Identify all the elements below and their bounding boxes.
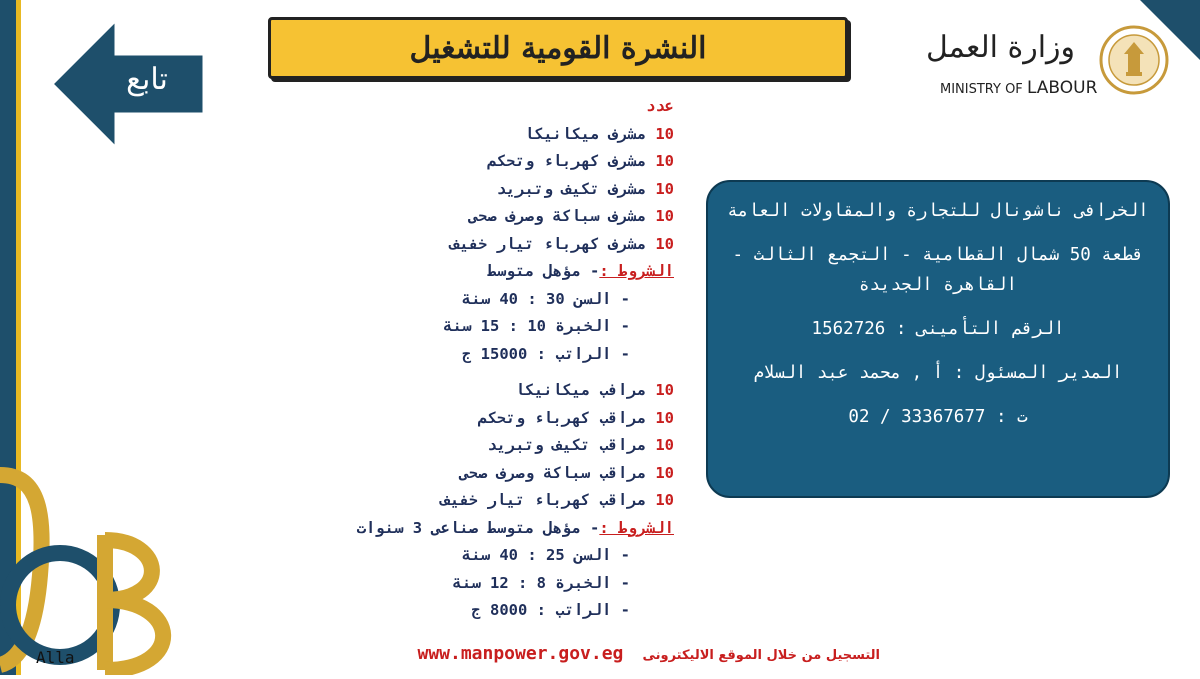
- list-item: 10 مراقب كهرباء وتحكم: [478, 408, 674, 427]
- ministry-name-english: MINISTRY OF LABOUR: [940, 78, 1098, 98]
- conditions-age: - السن 25 : 40 سنة: [462, 546, 630, 564]
- footer-text: التسجيل من خلال الموقع الاليكترونى: [642, 648, 880, 663]
- phone-number: ت : 33367677 / 02: [848, 407, 1028, 427]
- conditions-qualification: الشروط :- مؤهل متوسط: [487, 262, 674, 280]
- website-link[interactable]: www.manpower.gov.eg: [417, 643, 624, 664]
- author-signature: Alla: [36, 648, 75, 667]
- conditions-experience: - الخبرة 10 : 15 سنة: [443, 317, 630, 335]
- conditions-salary: - الراتب : 8000 ج: [471, 601, 630, 619]
- conditions-label: الشروط :: [599, 262, 674, 280]
- conditions-label: الشروط :: [599, 518, 674, 537]
- list-item: 10 مشرف ميكانيكا: [524, 124, 674, 143]
- conditions-age: - السن 30 : 40 سنة: [462, 289, 630, 308]
- list-item: 10 مشرف تكيف وتبريد: [496, 179, 674, 198]
- job-list: [234, 93, 674, 625]
- ministry-name-arabic: وزارة العمل: [925, 30, 1075, 65]
- company-info-box: [706, 180, 1170, 498]
- count-header: عدد: [646, 97, 674, 115]
- list-item: 10 مشرف سباكة وصرف صحى: [468, 207, 674, 225]
- company-address: قطعة 50 شمال القطامية - التجمع الثالث - القاهرة الجديدة: [732, 245, 1144, 295]
- job-watermark-logo: [0, 455, 200, 675]
- manager-name: المدير المسئول : أ , محمد عبد السلام: [753, 363, 1123, 383]
- continue-label: تابع: [126, 62, 168, 97]
- ministry-seal-icon: [1098, 20, 1170, 100]
- list-item: 10 مشرف كهرباء تيار خفيف: [450, 234, 674, 253]
- page-title-banner: [268, 17, 848, 79]
- list-item: 10 مشرف كهرباء وتحكم: [487, 152, 674, 170]
- list-item: 10 مراقب كهرباء تيار خفيف: [440, 491, 674, 509]
- footer: [300, 643, 880, 671]
- conditions-salary: - الراتب : 15000 ج: [462, 344, 630, 363]
- conditions-qualification: الشروط :- مؤهل متوسط صناعى 3 سنوات: [356, 518, 674, 537]
- insurance-number: الرقم التأمينى : 1562726: [811, 319, 1065, 339]
- page-title: النشرة القومية للتشغيل: [409, 30, 707, 66]
- list-item: 10 مراقب تكيف وتبريد: [487, 436, 674, 454]
- company-name: الخرافى ناشونال للتجارة والمقاولات العامة: [727, 201, 1149, 221]
- list-item: 10 مرافب ميكانيكا: [515, 381, 674, 399]
- conditions-experience: - الخبرة 8 : 12 سنة: [452, 573, 630, 592]
- list-item: 10 مراقب سباكة وصرف صحى: [459, 463, 674, 482]
